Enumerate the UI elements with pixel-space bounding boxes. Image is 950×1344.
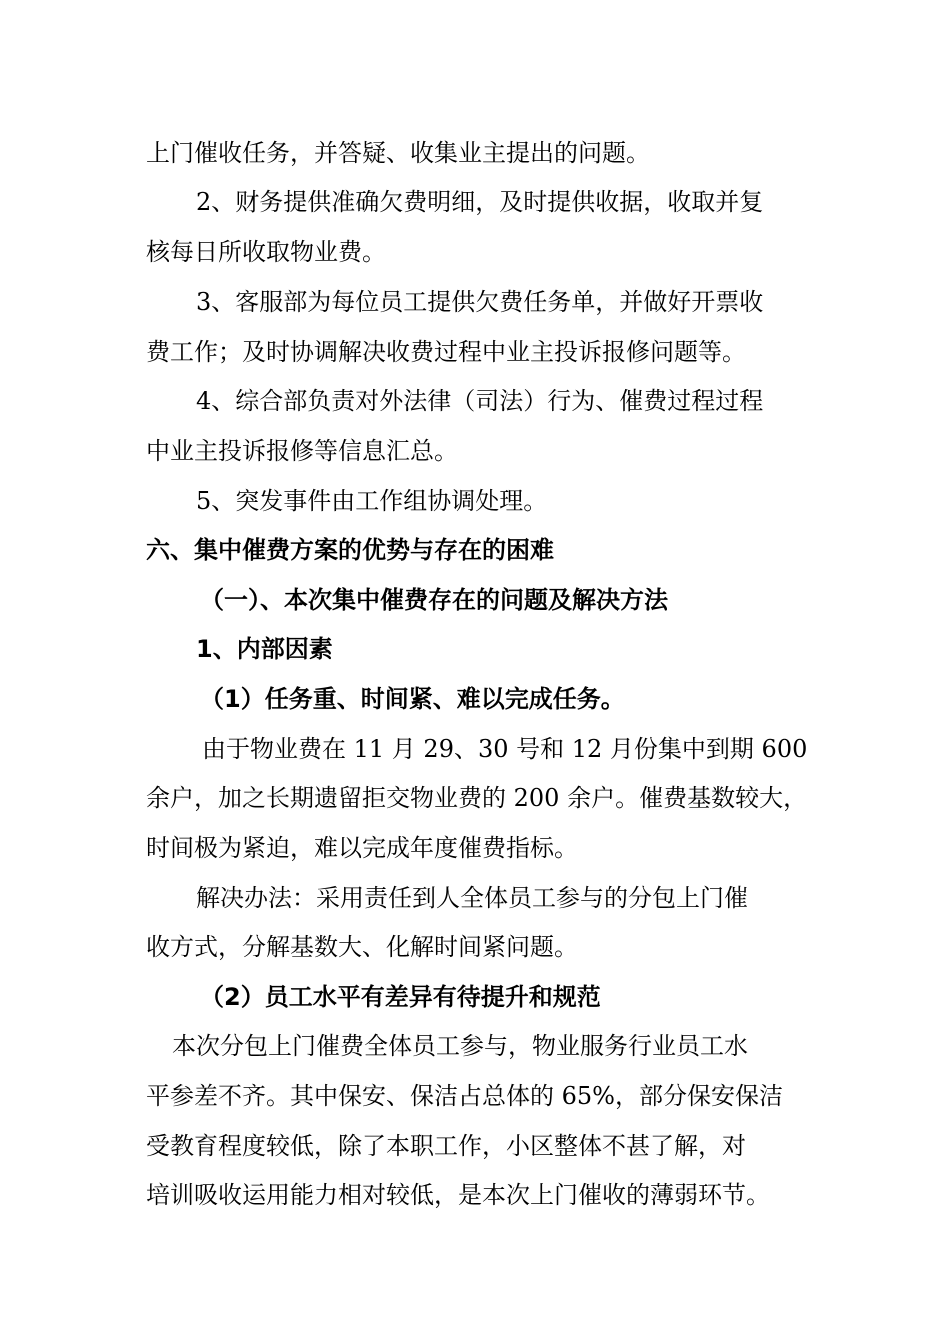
paragraph-line-14: 本次分包上门催费全体员工参与，物业服务行业员工水 xyxy=(172,1032,748,1060)
paragraph-line-3: 核每日所收取物业费。 xyxy=(146,238,386,266)
paragraph-line-1: 上门催收任务，并答疑、收集业主提出的问题。 xyxy=(146,139,650,167)
paragraph-line-7: 中业主投诉报修等信息汇总。 xyxy=(146,437,458,465)
paragraph-line-13: 收方式，分解基数大、化解时间紧问题。 xyxy=(146,933,578,961)
paragraph-line-4: 3、客服部为每位员工提供欠费任务单，并做好开票收 xyxy=(196,288,764,316)
paragraph-line-15: 平参差不齐。其中保安、保洁占总体的 65%，部分保安保洁 xyxy=(146,1082,783,1110)
item-heading-1: （1）任务重、时间紧、难以完成任务。 xyxy=(200,685,625,713)
paragraph-line-11: 时间极为紧迫，难以完成年度催费指标。 xyxy=(146,834,578,862)
section-heading: 六、集中催费方案的优势与存在的困难 xyxy=(146,536,554,564)
paragraph-line-6: 4、综合部负责对外法律（司法）行为、催费过程过程 xyxy=(196,387,764,415)
paragraph-line-5: 费工作；及时协调解决收费过程中业主投诉报修问题等。 xyxy=(146,338,746,366)
paragraph-line-2: 2、财务提供准确欠费明细，及时提供收据，收取并复 xyxy=(196,188,764,216)
paragraph-line-9: 由于物业费在 11 月 29、30 号和 12 月份集中到期 600 xyxy=(202,735,808,763)
paragraph-line-10: 余户，加之长期遗留拒交物业费的 200 余户。催费基数较大， xyxy=(146,784,808,812)
paragraph-line-16: 受教育程度较低，除了本职工作，小区整体不甚了解，对 xyxy=(146,1132,746,1160)
item-heading-2: （2）员工水平有差异有待提升和规范 xyxy=(200,983,601,1011)
paragraph-line-8: 5、突发事件由工作组协调处理。 xyxy=(196,487,548,515)
paragraph-line-17: 培训吸收运用能力相对较低，是本次上门催收的薄弱环节。 xyxy=(146,1181,770,1209)
paragraph-line-12: 解决办法：采用责任到人全体员工参与的分包上门催 xyxy=(196,884,748,912)
subsection-heading: （一）、本次集中催费存在的问题及解决方法 xyxy=(200,586,668,614)
item-heading-internal-factors: 1、内部因素 xyxy=(196,635,333,663)
